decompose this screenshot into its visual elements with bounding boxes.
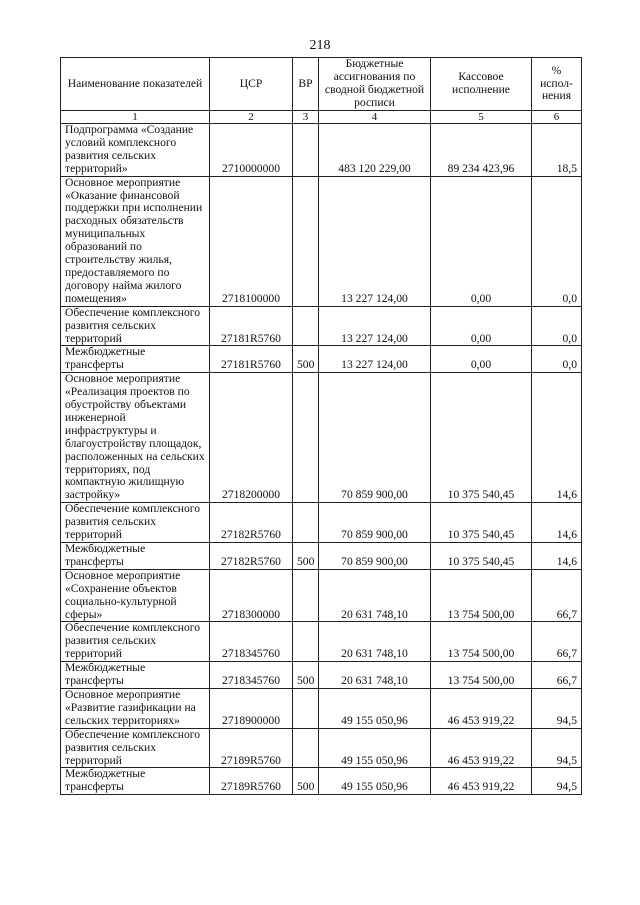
- row-percent: 0,0: [532, 346, 582, 373]
- table-row: [61, 306, 582, 346]
- row-vr: [293, 373, 319, 503]
- row-vr: [293, 503, 319, 543]
- header-cash-execution: Кассовое исполнение: [431, 58, 532, 111]
- row-cash-execution: 13 754 500,00: [431, 622, 532, 662]
- row-vr: [293, 176, 319, 306]
- row-cash-execution: 0,00: [431, 176, 532, 306]
- row-csr: 2718100000: [210, 176, 293, 306]
- row-budget-allocation: 70 859 900,00: [319, 503, 431, 543]
- row-cash-execution: 13 754 500,00: [431, 662, 532, 689]
- row-vr: [293, 622, 319, 662]
- table-row: [61, 176, 582, 306]
- row-name: Основное мероприятие «Сохранение объектов социально-культурной сферы»: [61, 569, 210, 622]
- row-csr: 27182R5760: [210, 503, 293, 543]
- row-name: Межбюджетные трансферты: [61, 768, 210, 795]
- row-cash-execution: 0,00: [431, 346, 532, 373]
- row-percent: 66,7: [532, 569, 582, 622]
- row-csr: 2718200000: [210, 373, 293, 503]
- row-budget-allocation: 13 227 124,00: [319, 176, 431, 306]
- row-budget-allocation: 49 155 050,96: [319, 688, 431, 728]
- table-row: [61, 346, 582, 373]
- row-budget-allocation: 483 120 229,00: [319, 124, 431, 177]
- row-csr: 2710000000: [210, 124, 293, 177]
- row-percent: 0,0: [532, 176, 582, 306]
- row-name: Основное мероприятие «Реализация проектов по обустройству объектами инженерной инфраструктуры и благоустройству площадок, расположенных на сельских территориях, под компактную жилищную застройку»: [61, 373, 210, 503]
- table-row: [61, 768, 582, 795]
- table-row: [61, 503, 582, 543]
- table-row: [61, 543, 582, 570]
- row-budget-allocation: 20 631 748,10: [319, 569, 431, 622]
- table-row: [61, 124, 582, 177]
- row-name: Основное мероприятие «Оказание финансовой поддержки при исполнении расходных обязательств муниципальных образований по строительству жилья, предоставляемого по договору найма жилого помещения»: [61, 176, 210, 306]
- row-cash-execution: 10 375 540,45: [431, 543, 532, 570]
- row-percent: 18,5: [532, 124, 582, 177]
- row-csr: 2718300000: [210, 569, 293, 622]
- row-csr: 27181R5760: [210, 306, 293, 346]
- row-budget-allocation: 13 227 124,00: [319, 346, 431, 373]
- row-budget-allocation: 70 859 900,00: [319, 373, 431, 503]
- row-name: Подпрограмма «Создание условий комплексного развития сельских территорий»: [61, 124, 210, 177]
- budget-execution-table: [60, 57, 582, 795]
- row-cash-execution: 46 453 919,22: [431, 728, 532, 768]
- column-number: 5: [431, 111, 532, 124]
- row-name: Межбюджетные трансферты: [61, 543, 210, 570]
- row-name: Основное мероприятие «Развитие газификации на сельских территориях»: [61, 688, 210, 728]
- row-cash-execution: 13 754 500,00: [431, 569, 532, 622]
- table-row: [61, 569, 582, 622]
- row-percent: 94,5: [532, 688, 582, 728]
- row-budget-allocation: 70 859 900,00: [319, 543, 431, 570]
- table-row: [61, 373, 582, 503]
- row-vr: 500: [293, 662, 319, 689]
- row-cash-execution: 10 375 540,45: [431, 503, 532, 543]
- row-percent: 14,6: [532, 373, 582, 503]
- row-percent: 14,6: [532, 503, 582, 543]
- header-budget-allocations: Бюджетные ассигнования по сводной бюджетной росписи: [319, 58, 431, 111]
- table-row: [61, 662, 582, 689]
- row-cash-execution: 46 453 919,22: [431, 768, 532, 795]
- row-name: Межбюджетные трансферты: [61, 662, 210, 689]
- row-percent: 14,6: [532, 543, 582, 570]
- row-cash-execution: 10 375 540,45: [431, 373, 532, 503]
- row-budget-allocation: 20 631 748,10: [319, 662, 431, 689]
- column-number: 3: [293, 111, 319, 124]
- page-number: 218: [309, 38, 331, 53]
- row-cash-execution: 46 453 919,22: [431, 688, 532, 728]
- row-csr: 27182R5760: [210, 543, 293, 570]
- row-percent: 94,5: [532, 768, 582, 795]
- column-number: 4: [319, 111, 431, 124]
- column-number: 1: [61, 111, 210, 124]
- row-vr: [293, 306, 319, 346]
- table-row: [61, 728, 582, 768]
- column-number: 2: [210, 111, 293, 124]
- column-number: 6: [532, 111, 582, 124]
- table-row: [61, 688, 582, 728]
- row-name: Обеспечение комплексного развития сельских территорий: [61, 306, 210, 346]
- row-budget-allocation: 49 155 050,96: [319, 728, 431, 768]
- row-csr: 27189R5760: [210, 768, 293, 795]
- header-row: [61, 58, 582, 111]
- row-csr: 2718345760: [210, 662, 293, 689]
- row-percent: 66,7: [532, 662, 582, 689]
- row-name: Обеспечение комплексного развития сельских территорий: [61, 728, 210, 768]
- row-csr: 27189R5760: [210, 728, 293, 768]
- row-vr: 500: [293, 768, 319, 795]
- header-vr: ВР: [293, 58, 319, 111]
- row-name: Обеспечение комплексного развития сельских территорий: [61, 622, 210, 662]
- row-vr: [293, 728, 319, 768]
- row-budget-allocation: 13 227 124,00: [319, 306, 431, 346]
- row-percent: 0,0: [532, 306, 582, 346]
- row-vr: [293, 124, 319, 177]
- row-vr: 500: [293, 543, 319, 570]
- row-vr: [293, 688, 319, 728]
- row-percent: 66,7: [532, 622, 582, 662]
- row-budget-allocation: 20 631 748,10: [319, 622, 431, 662]
- row-csr: 2718345760: [210, 622, 293, 662]
- header-percent-execution: % испол-нения: [532, 58, 582, 111]
- row-csr: 2718900000: [210, 688, 293, 728]
- header-csr: ЦСР: [210, 58, 293, 111]
- table-row: [61, 622, 582, 662]
- header-name: Наименование показателей: [61, 58, 210, 111]
- row-vr: [293, 569, 319, 622]
- row-cash-execution: 0,00: [431, 306, 532, 346]
- row-percent: 94,5: [532, 728, 582, 768]
- row-cash-execution: 89 234 423,96: [431, 124, 532, 177]
- row-name: Межбюджетные трансферты: [61, 346, 210, 373]
- row-name: Обеспечение комплексного развития сельских территорий: [61, 503, 210, 543]
- row-vr: 500: [293, 346, 319, 373]
- row-csr: 27181R5760: [210, 346, 293, 373]
- column-number-row: [61, 111, 582, 124]
- row-budget-allocation: 49 155 050,96: [319, 768, 431, 795]
